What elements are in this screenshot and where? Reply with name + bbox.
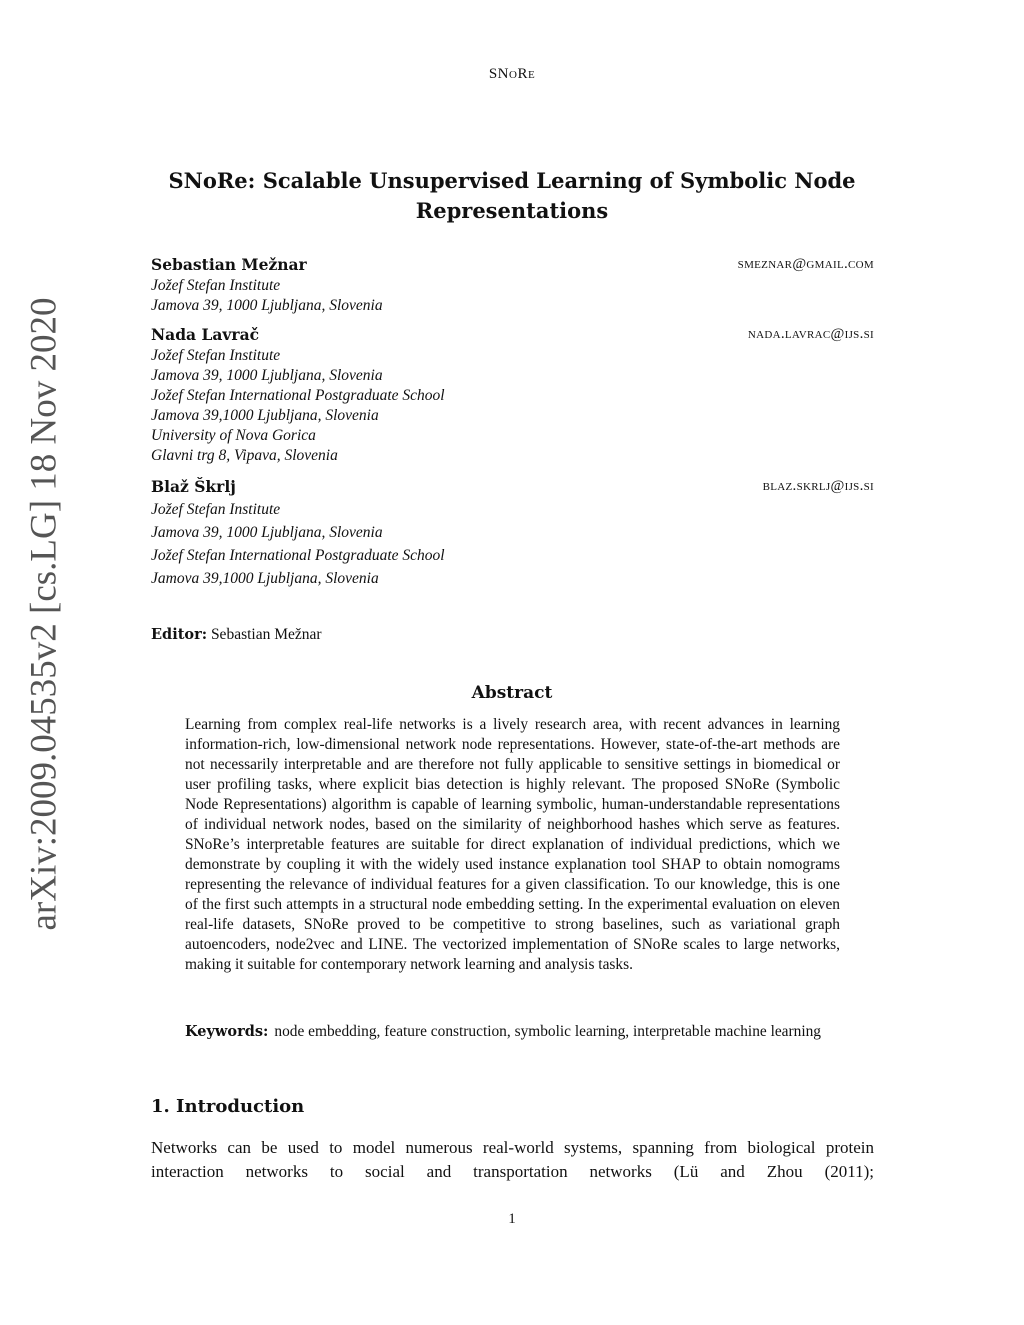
author-email[interactable]: nada.lavrac@ijs.si (747, 326, 874, 342)
author-block (151, 324, 874, 466)
author-name: Sebastian Mežnar (151, 255, 307, 274)
keywords-label: Keywords: (185, 1023, 269, 1040)
affiliation-line: Jožef Stefan International Postgraduate School (151, 387, 445, 404)
title-line: Representations (415, 198, 609, 223)
author-email[interactable]: smeznar@gmail.com (737, 256, 874, 272)
author-block (151, 476, 874, 590)
title-line: SNoRe: Scalable Unsupervised Learning of Symbolic Node (168, 168, 856, 193)
affiliation-line: Jožef Stefan Institute (151, 277, 281, 294)
author-name: Blaž Škrlj (151, 477, 236, 496)
affiliation-line: Jožef Stefan Institute (151, 501, 281, 518)
editor-label: Editor: (151, 626, 208, 643)
affiliation-line: Jožef Stefan International Postgraduate School (151, 547, 445, 564)
running-head (0, 66, 1024, 83)
affiliation-line: Jamova 39,1000 Ljubljana, Slovenia (151, 570, 379, 587)
arxiv-stamp-text: arXiv:2009.04535v2 [cs.LG] 18 Nov 2020 (23, 297, 65, 931)
author-name: Nada Lavrač (151, 325, 260, 344)
page-number: 1 (508, 1211, 516, 1227)
abstract-heading: Abstract (471, 683, 553, 703)
section-text: Networks can be used to model numerous real-world systems, spanning from biological protein interaction networks to social and transportation networks (Lü and Zhou (2011); (151, 1138, 874, 1181)
affiliation-line: Jožef Stefan Institute (151, 347, 281, 364)
keywords (185, 1022, 840, 1042)
author-email[interactable]: blaz.skrlj@ijs.si (762, 478, 874, 494)
affiliation-line: Glavni trg 8, Vipava, Slovenia (151, 447, 338, 464)
author-block (151, 254, 874, 316)
editor-line (151, 626, 322, 644)
editor-name: Sebastian Mežnar (210, 626, 322, 643)
affiliation-line: Jamova 39, 1000 Ljubljana, Slovenia (151, 367, 383, 384)
abstract-text: Learning from complex real-life networks is a lively research area, with recent advances in learning information-rich, low-dimensional network node representations. However, state-of-the-art methods are not necessarily interpretable and are therefore not fully applicable to sensitive settings in biomedical or user profiling tasks, where explicit bias detection is highly relevant. The proposed SNoRe (Symbolic Node Representations) algorithm is capable of learning symbolic, human-understandable representations of individual network nodes, based on the similarity of neighborhood hashes which serve as features. SNoRe’s interpretable features are suitable for direct explanation of individual predictions, which we demonstrate by coupling it with the widely used instance explanation tool SHAP to obtain nomograms representing the relevance of individual features for a given classification. To our knowledge, this is one of the first such attempts in a structural node embedding setting. In the experimental evaluation on eleven real-life datasets, SNoRe proved to be competitive to strong baselines, such as variational graph autoencoders, node2vec and LINE. The vectorized implementation of SNoRe scales to large networks, making it suitable for contemporary network learning and analysis tasks. (185, 716, 840, 973)
affiliation-line: University of Nova Gorica (151, 427, 316, 444)
paper-title (100, 166, 924, 226)
keywords-text: node embedding, feature construction, symbolic learning, interpretable machine learning (274, 1023, 821, 1040)
running-head-text: SNoRe (488, 66, 536, 82)
affiliation-line: Jamova 39, 1000 Ljubljana, Slovenia (151, 524, 383, 541)
section-heading: 1. Introduction (151, 1096, 305, 1117)
affiliation-line: Jamova 39, 1000 Ljubljana, Slovenia (151, 297, 383, 314)
affiliation-line: Jamova 39,1000 Ljubljana, Slovenia (151, 407, 379, 424)
